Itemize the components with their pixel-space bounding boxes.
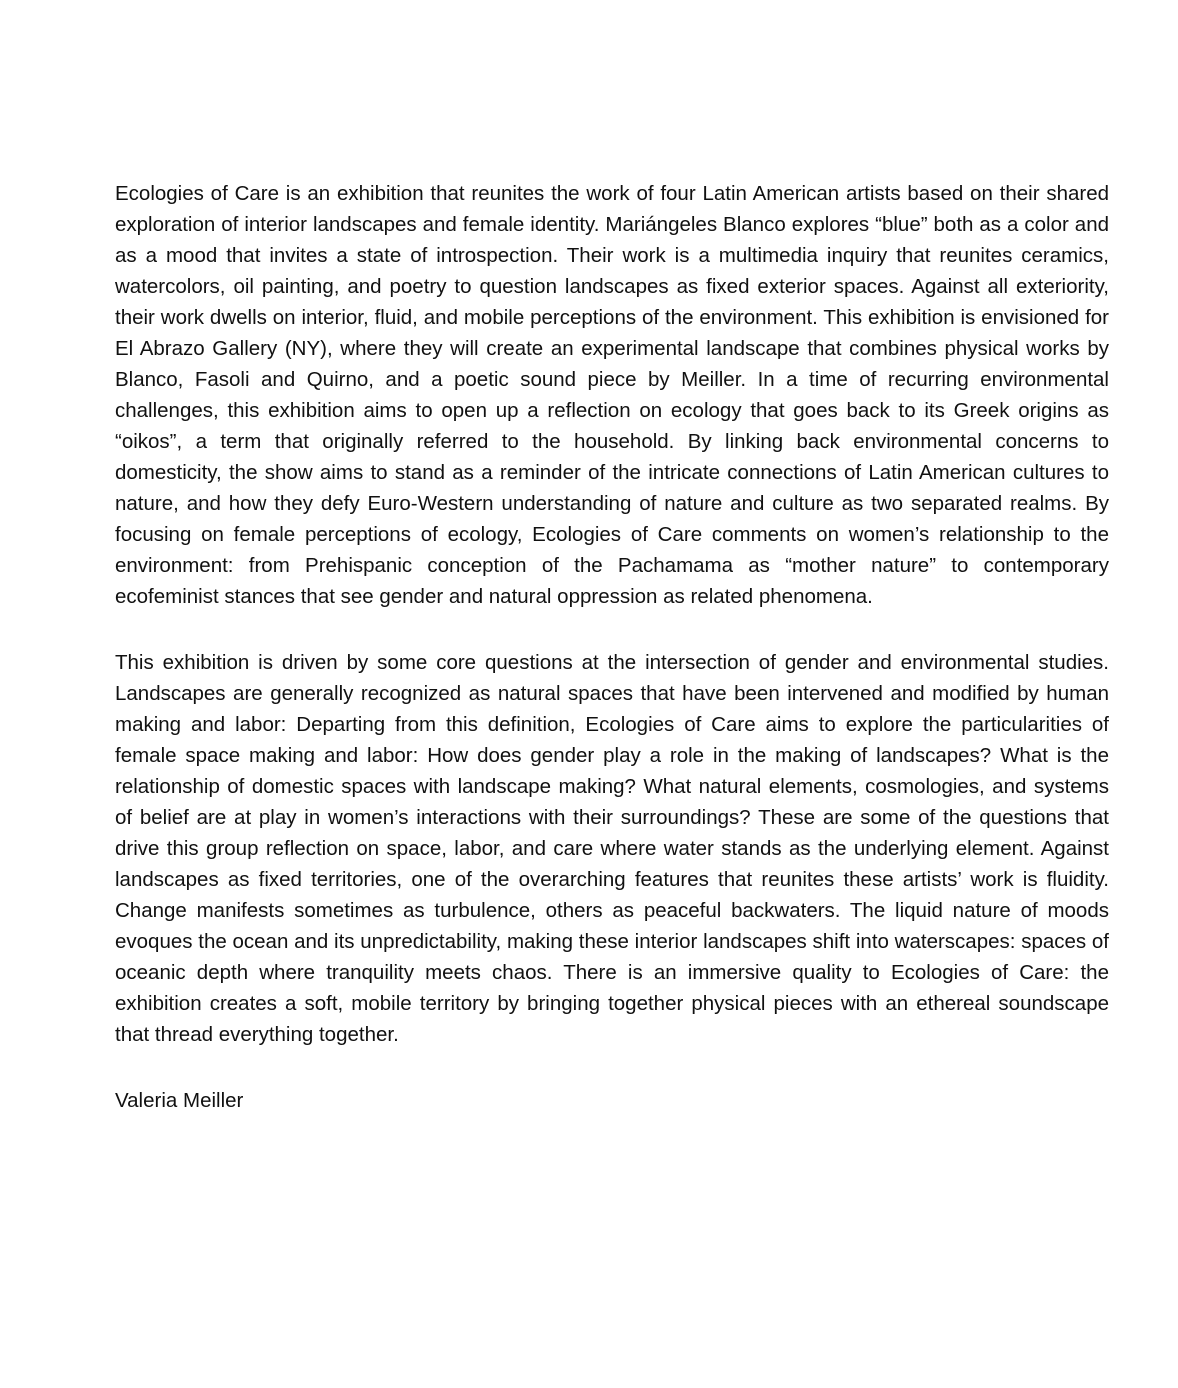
paragraph-intro: Ecologies of Care is an exhibition that reunites the work of four Latin American artists based on their shared exploration of interior landscapes and female identity. Mariángeles Blanco explores “blue” both as a color and as a mood that invites a state of introspection. Their work is a multimedia inquiry that reunites ceramics, watercolors, oil painting, and poetry to question landscapes as fixed exterior spaces. Against all exteriority, their work dwells on interior, fluid, and mobile perceptions of the environment. This exhibition is envisioned for El Abrazo Gallery (NY), where they will create an experimental landscape that combines physical works by Blanco, Fasoli and Quirno, and a poetic sound piece by Meiller. In a time of recurring environmental challenges, this exhibition aims to open up a reflection on ecology that goes back to its Greek origins as “oikos”, a term that originally referred to the household. By linking back environmental concerns to domesticity, the show aims to stand as a reminder of the intricate connections of Latin American cultures to nature, and how they defy Euro-Western understanding of nature and culture as two separated realms. By focusing on female perceptions of ecology, Ecologies of Care comments on women’s relationship to the environment: from Prehispanic conception of the Pachamama as “mother nature” to contemporary ecofeminist stances that see gender and natural oppression as related phenomena.	[115, 182, 1109, 608]
author-signature: Valeria Meiller	[115, 1089, 244, 1112]
document-page	[115, 178, 1109, 1116]
paragraph-questions: This exhibition is driven by some core questions at the intersection of gender and environmental studies. Landscapes are generally recognized as natural spaces that have been intervened and modified by human making and labor: Departing from this definition, Ecologies of Care aims to explore the particularities of female space making and labor: How does gender play a role in the making of landscapes? What is the relationship of domestic spaces with landscape making? What natural elements, cosmologies, and systems of belief are at play in women’s interactions with their surroundings? These are some of the questions that drive this group reflection on space, labor, and care where water stands as the underlying element. Against landscapes as fixed territories, one of the overarching features that reunites these artists’ work is fluidity. Change manifests sometimes as turbulence, others as peaceful backwaters. The liquid nature of moods evoques the ocean and its unpredictability, making these interior landscapes shift into waterscapes: spaces of oceanic depth where tranquility meets chaos. There is an immersive quality to Ecologies of Care: the exhibition creates a soft, mobile territory by bringing together physical pieces with an ethereal soundscape that thread everything together.	[115, 651, 1109, 1046]
